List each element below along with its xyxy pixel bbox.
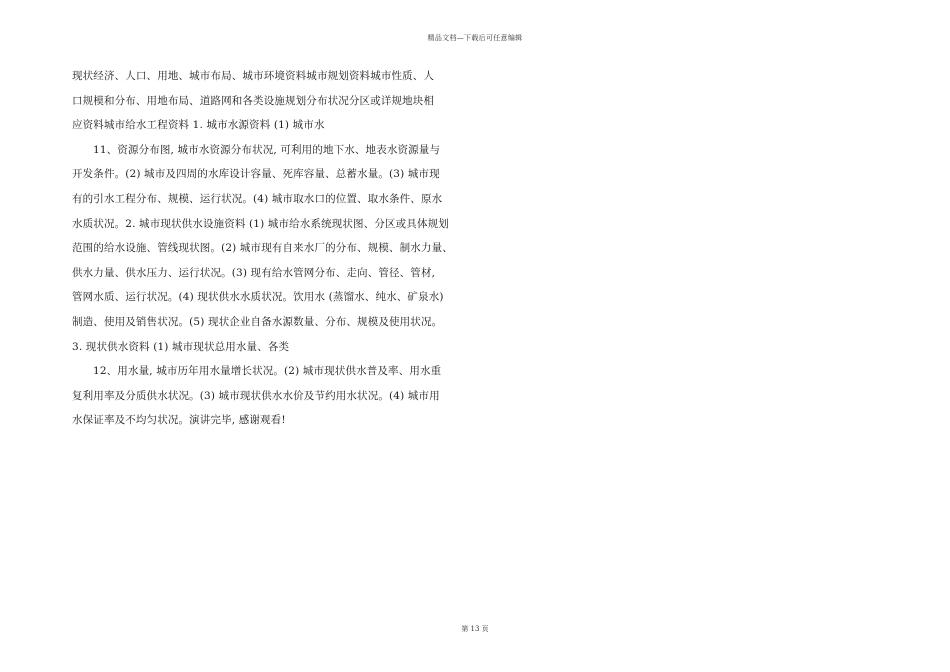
text-line: 口规模和分布、用地布局、道路网和各类设施规划分布状况分区或详规地块相 [72, 94, 435, 107]
page-number: 第 13 页 [461, 625, 489, 633]
text-line: 3. 现状供水资料 (1) 城市现状总用水量、各类 [72, 340, 290, 353]
page-header: 精品文档—下载后可任意编辑 [427, 34, 523, 42]
text-line: 有的引水工程分布、规模、运行状况。(4) 城市取水口的位置、取水条件、原水 [72, 192, 443, 205]
text-line: 制造、使用及销售状况。(5) 现状企业自备水源数量、分布、规模及使用状况。 [72, 315, 443, 328]
text-line: 开发条件。(2) 城市及四周的水库设计容量、死库容量、总蓄水量。(3) 城市现 [72, 168, 440, 181]
text-line: 水保证率及不均匀状况。演讲完毕, 感谢观看! [72, 414, 286, 427]
body-text [72, 64, 472, 433]
text-line: 供水力量、供水压力、运行状况。(3) 现有给水管网分布、走向、管径、管材, [72, 266, 436, 279]
paragraph-start-line: 11、资源分布图, 城市水资源分布状况, 可利用的地下水、地表水资源量与 [93, 143, 441, 156]
paragraph-start-line: 12、用水量, 城市历年用水量增长状况。(2) 城市现状供水普及率、用水重 [93, 365, 442, 378]
text-line: 应资料城市给水工程资料 1. 城市水源资料 (1) 城市水 [72, 119, 325, 132]
text-line: 复利用率及分质供水状况。(3) 城市现状供水水价及节约用水状况。(4) 城市用 [72, 389, 440, 402]
text-line: 管网水质、运行状况。(4) 现状供水水质状况。饮用水 (蒸馏水、纯水、矿泉水) [72, 291, 444, 304]
text-line: 水质状况。2. 城市现状供水设施资料 (1) 城市给水系统现状图、分区或具体规划 [72, 217, 449, 230]
text-line: 现状经济、人口、用地、城市布局、城市环境资料城市规划资料城市性质、人 [72, 70, 435, 82]
text-line: 范围的给水设施、管线现状图。(2) 城市现有自来水厂的分布、规模、制水力量、 [72, 242, 453, 255]
